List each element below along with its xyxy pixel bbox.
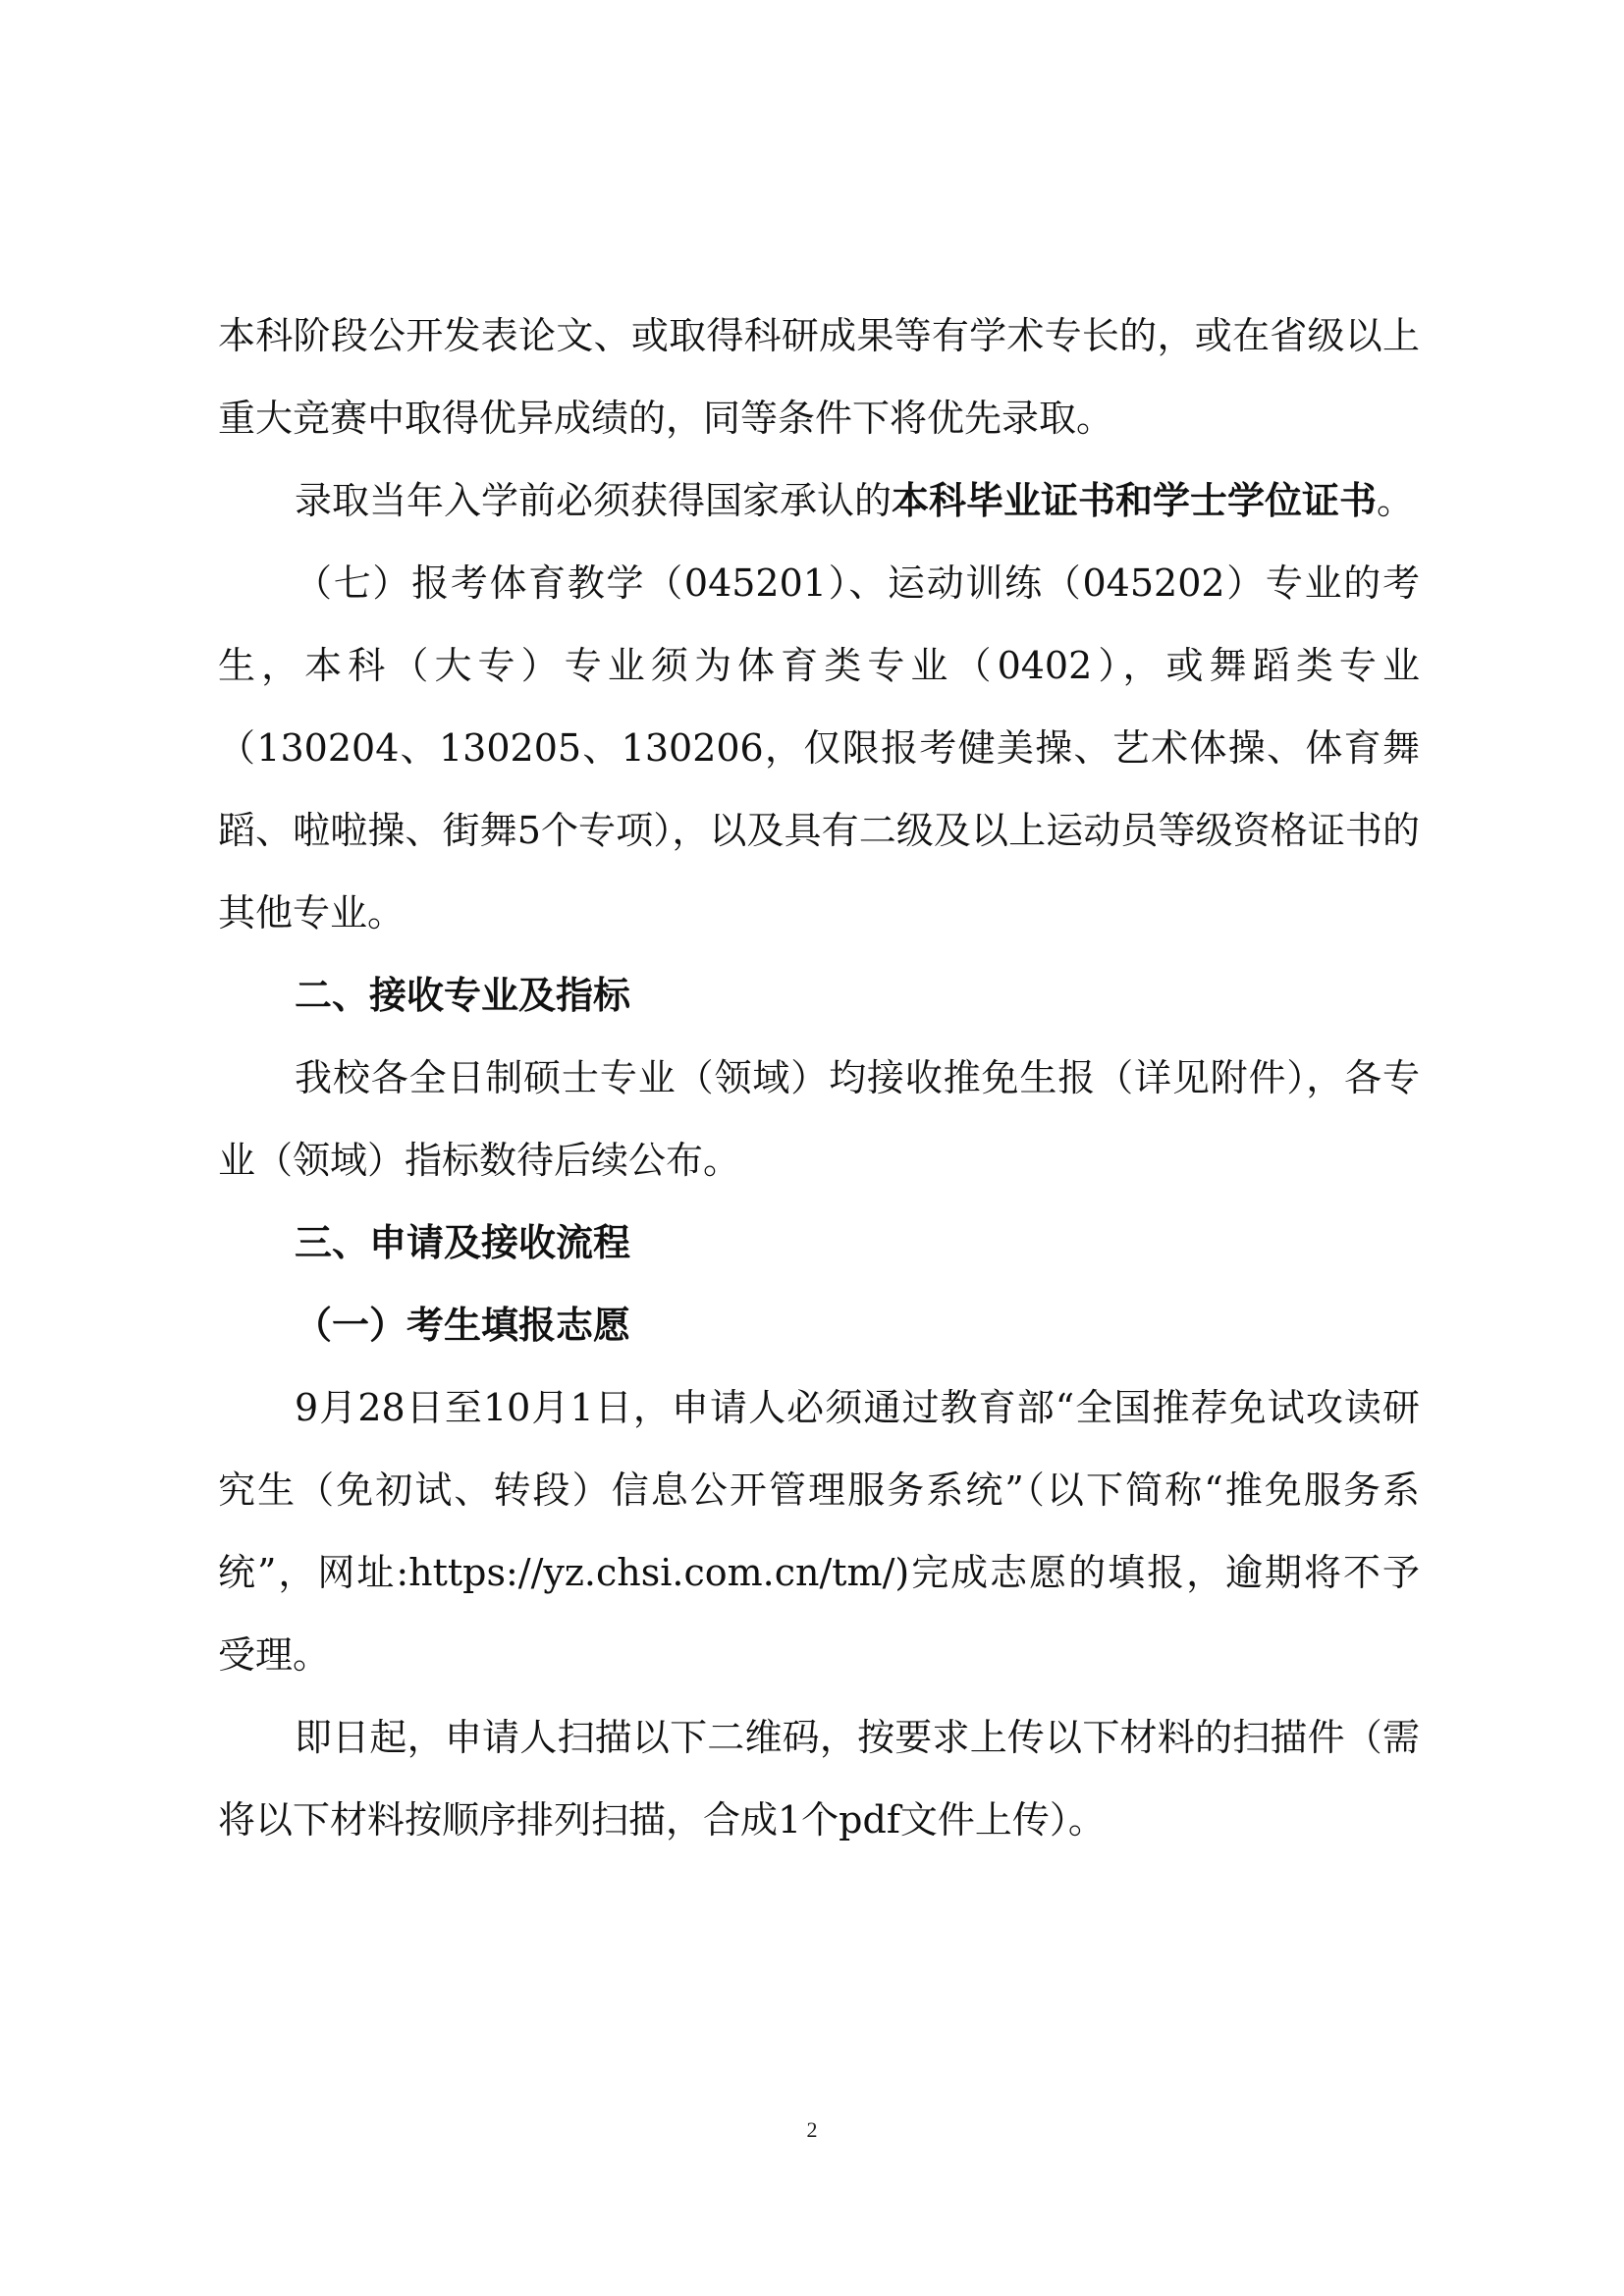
- heading-application-process: 三、申请及接收流程: [295, 1221, 631, 1264]
- heading-majors-and-quotas: 二、接收专业及指标: [295, 974, 631, 1017]
- page-number: 2: [806, 2117, 818, 2142]
- paragraph-upload-materials: 即日起，申请人扫描以下二维码，按要求上传以下材料的扫描件（需将以下材料按顺序排列扫描，合成1个pdf文件上传）。: [218, 1716, 1420, 1842]
- subheading-fill-application: （一）考生填报志愿: [295, 1304, 631, 1347]
- paragraph-academic-merit: 本科阶段公开发表论文、或取得科研成果等有学术专长的，或在省级以上重大竞赛中取得优异成绩的，同等条件下将优先录取。: [218, 314, 1420, 440]
- paragraph-degree-requirement: [218, 459, 1420, 542]
- degree-requirement-bold: 本科毕业证书和学士学位证书: [892, 479, 1378, 522]
- degree-requirement-end: 。: [1377, 479, 1415, 522]
- paragraph-sports-majors: （七）报考体育教学（045201）、运动训练（045202）专业的考生，本科（大专）专业须为体育类专业（0402），或舞蹈类专业（130204、130205、130206，仅限报考健美操、艺术体操、体育舞蹈、啦啦操、街舞5个专项），以及具有二级及以上运动员等级资格证书的其他专业。: [218, 561, 1420, 934]
- body-text: [218, 294, 1420, 1861]
- paragraph-majors: 我校各全日制硕士专业（领域）均接收推免生报（详见附件），各专业（领域）指标数待后续公布。: [218, 1056, 1420, 1182]
- degree-requirement-text: 录取当年入学前必须获得国家承认的: [295, 479, 893, 522]
- paragraph-application-dates: 9月28日至10月1日，申请人必须通过教育部“全国推荐免试攻读研究生（免初试、转段）信息公开管理服务系统”（以下简称“推免服务系统”，网址:https://yz.chsi.com.cn/tm/)完成志愿的填报，逾期将不予受理。: [218, 1386, 1420, 1677]
